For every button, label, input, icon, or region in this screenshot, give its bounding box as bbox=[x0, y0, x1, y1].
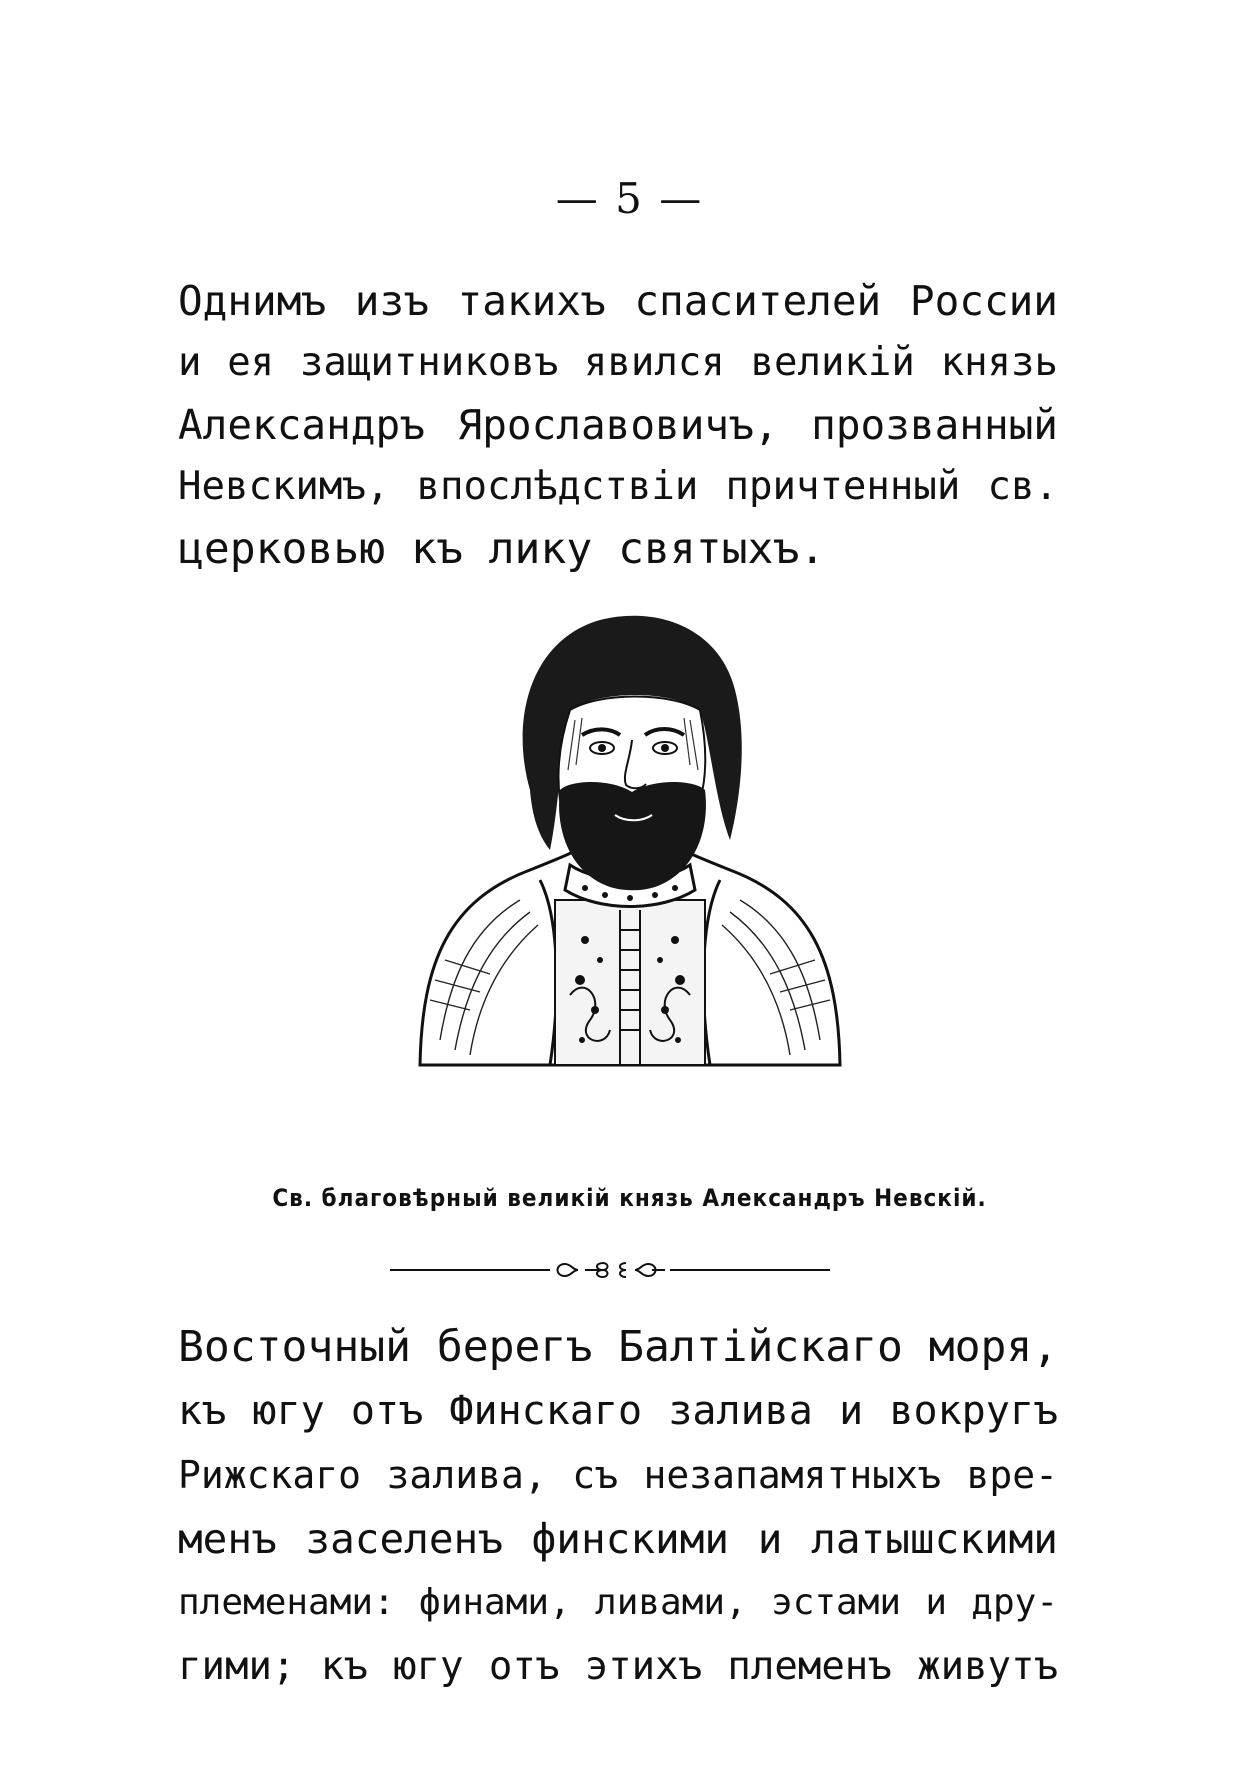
text-line: Александръ Ярославовичъ, прозванный bbox=[178, 401, 1058, 449]
text-line: церковью къ лику святыхъ. bbox=[178, 524, 826, 574]
text-line: гими; къ югу отъ этихъ племенъ живутъ bbox=[178, 1644, 1058, 1689]
portrait-engraving-icon bbox=[410, 600, 850, 1070]
illustration-caption: Св. благовѣрный великій князь Александръ Невскій. bbox=[272, 1184, 987, 1212]
text-line: Однимъ изъ такихъ спасителей России bbox=[178, 277, 1058, 325]
text-line: къ югу отъ Финскаго залива и вокругъ bbox=[178, 1388, 1058, 1434]
paragraph-baltic bbox=[178, 1315, 1058, 1699]
text-line: Рижскаго залива, съ незапамятныхъ вре- bbox=[178, 1453, 1058, 1497]
text-line: Восточный берегъ Балтійскаго моря, bbox=[178, 1322, 1059, 1372]
text-line: Невскимъ, впослѣдствіи причтенный св. bbox=[178, 464, 1058, 509]
text-line: менъ заселенъ финскими и латышскими bbox=[178, 1515, 1058, 1563]
ornamental-divider-icon bbox=[390, 1258, 830, 1282]
text-line: и ея защитниковъ явился великій князь bbox=[178, 340, 1058, 385]
page-number: — 5 — bbox=[555, 174, 704, 223]
text-line: племенами: финами, ливами, эстами и дру- bbox=[178, 1582, 1058, 1623]
paragraph-intro bbox=[178, 270, 1058, 580]
